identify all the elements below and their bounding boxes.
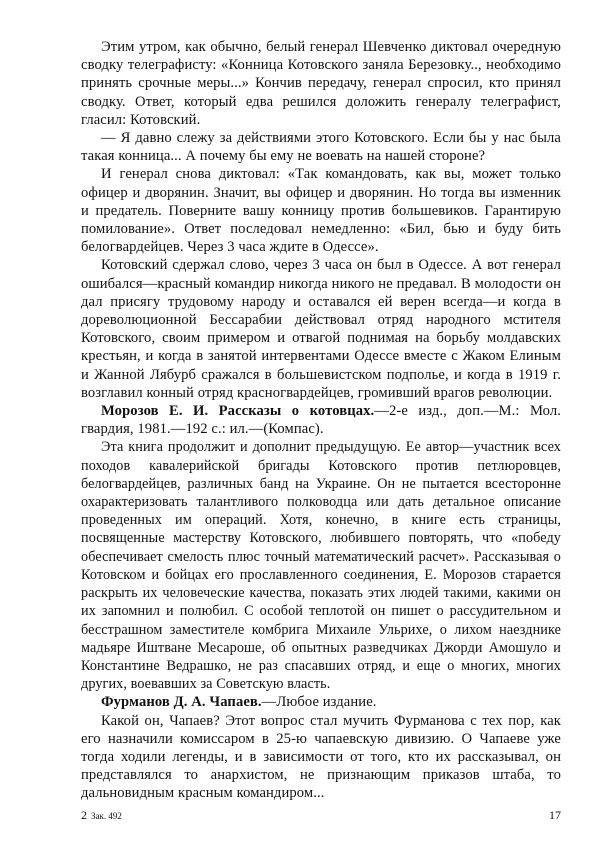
bib-author: Морозов Е. И. <box>101 403 209 420</box>
bib-details: —2-е изд., доп.—М.: Мол. гвардия, 1981.—192 с.: ил.—(Компас). <box>81 403 562 438</box>
page-number: 17 <box>549 808 561 822</box>
paragraph-telegraph: Этим утром, как обычно, белый генерал Шевченко диктовал очередную сводку телеграфисту: «Конница Котовского заняла Березовку.., необходимо принять срочные меры...» Кончив передачу, генерал спросил, кто принял сводку. Ответ, который едва решился доложить генералу телеграфист, гласил: Котовский. <box>81 39 561 128</box>
printer-signature <box>81 808 122 823</box>
bib-title: Рассказы о котовцах. <box>218 403 375 420</box>
bib-author: Фурманов Д. А. <box>101 694 206 711</box>
order-number: Зак. 492 <box>91 811 122 821</box>
paragraph-morozov-review: Эта книга продолжит и дополнит предыдущую. Ее автор—участник всех походов кавалерийской бригады Котовского против петлюровцев, белогвардейцев, различных банд на Украине. Он не пытается всесторонне охарактеризовать талантливого полководца или дать детальное описание проведенных им операций. Хотя, конечно, в книге есть страницы, посвященные мастерству Котовского, любившего повторять, что «победу обеспечивает смелость плюс точный математический расчет». Рассказывая о Котовском и бойцах его прославленного соединения, Е. Морозов старается раскрыть их человеческие качества, показать этих людей такими, какими он их запомнил и полюбил. С особой теплотой он пишет о рассудительном и бесстрашном заместителе комбрига Михаиле Ульрихе, о лихом наезднике мадьяре Иштване Месароше, об опытных разведчиках Джорди Амошуло и Константине Ведрашко, не раз спасавших отряд, и еще о многих, многих других, воевавших за Советскую власть. <box>81 439 561 693</box>
bib-title: Чапаев. <box>209 694 262 711</box>
bibliography-entry-furmanov <box>81 693 561 711</box>
paragraph-kotovsky-loyalty: Котовский сдержал слово, через 3 часа он был в Одессе. А вот генерал ошибался—красный командир никогда никого не предавал. В молодости он дал присягу трудовому народу и оставался ей верен всегда—и когда в дореволюционной Бессарабии действовал отряд народного мстителя Котовского, своим примером и отвагой поднимая на борьбу молдавских крестьян, и когда в занятой интервентами Одессе вместе с Жаком Елиным и Жанной Лябурб сражался в большевистском подполье, и когда в 1919 г. возглавил конный отряд красногвардейцев, громивший врагов революции. <box>81 257 561 401</box>
body-text <box>81 38 561 803</box>
page-footer <box>81 808 561 826</box>
bib-details: —Любое издание. <box>261 694 377 711</box>
bibliography-entry-morozov <box>81 402 561 438</box>
signature-number: 2 <box>81 808 87 822</box>
paragraph-general-dictation: И генерал снова диктовал: «Так командовать, как вы, может только офицер и дворянин. Значит, вы офицер и дворянин. Но тогда вы изменник и предатель. Поверните вашу конницу против большевиков. Гарантирую помилование». Ответ последовал немедленно: «Бил, бью и буду бить белогвардейцев. Через 3 часа ждите в Одессе». <box>81 166 561 256</box>
paragraph-general-remark: — Я давно слежу за действиями этого Котовского. Если бы у нас была такая конница... А почему бы ему не воевать на нашей стороне? <box>81 130 561 165</box>
paragraph-chapaev-review: Какой он, Чапаев? Этот вопрос стал мучить Фурманова с тех пор, как его назначили комиссаром в 25-ю чапаевскую дивизию. О Чапаеве уже тогда ходили легенды, и в зависимости от того, кто их рассказывал, он представлялся то анархистом, не признающим приказов штаба, то дальновидным красным командиром... <box>81 712 561 802</box>
